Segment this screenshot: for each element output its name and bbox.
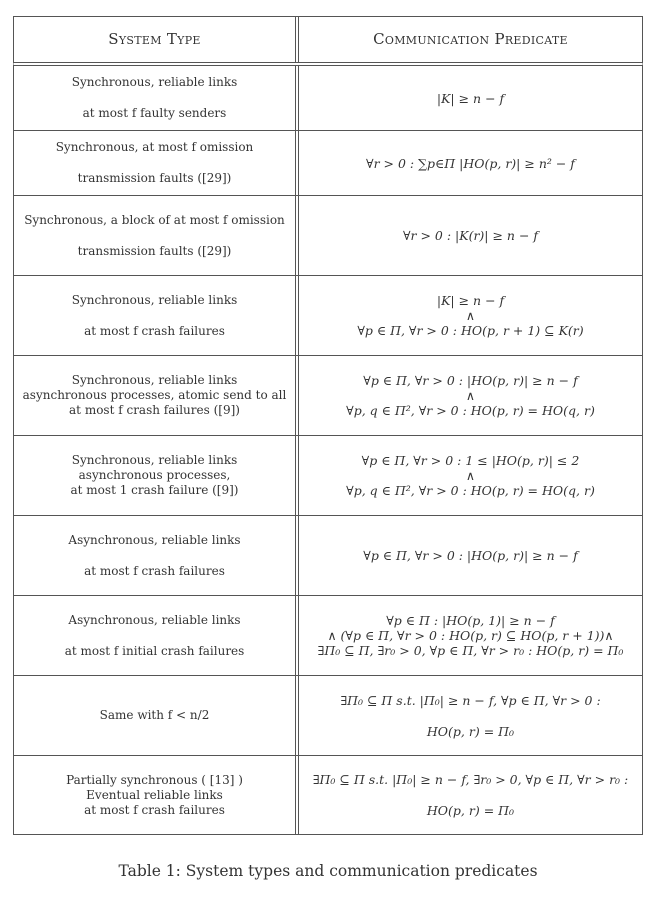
system-line: transmission faults ([29]) (77, 171, 232, 185)
system-type-cell (14, 676, 299, 755)
system-line: at most f faulty senders (82, 106, 227, 120)
predicate-line: ∃Π₀ ⊆ Π s.t. |Π₀| ≥ n − f, ∀p ∈ Π, ∀r > 0 : (340, 692, 601, 708)
header-system-type: System Type (14, 17, 299, 62)
predicate-line: ∧ (465, 388, 476, 403)
system-line: at most f initial crash failures (64, 643, 245, 658)
predicate-line: ∀p, q ∈ Π², ∀r > 0 : HO(p, r) = HO(q, r) (346, 403, 595, 418)
system-line: Same with f < n/2 (99, 708, 210, 722)
predicate-line: ∃Π₀ ⊆ Π, ∃r₀ > 0, ∀p ∈ Π, ∀r > r₀ : HO(p, r) = Π₀ (317, 643, 624, 658)
system-type-cell (14, 756, 299, 834)
predicate-line: ∃Π₀ ⊆ Π s.t. |Π₀| ≥ n − f, ∃r₀ > 0, ∀p ∈ Π, ∀r > r₀ : (312, 772, 629, 787)
predicate-line: |K| ≥ n − f (436, 293, 505, 308)
predicate-cell (299, 676, 642, 755)
system-line: Synchronous, reliable links (71, 453, 238, 467)
table-row (13, 516, 643, 596)
system-line: at most 1 crash failure ([9]) (70, 483, 239, 497)
system-line: Eventual reliable links (86, 787, 223, 802)
predicate-line: ∀p ∈ Π, ∀r > 0 : |HO(p, r)| ≥ n − f (363, 373, 578, 388)
system-line: Asynchronous, reliable links (68, 532, 241, 547)
predicate-cell (299, 276, 642, 355)
predicate-cell (299, 436, 642, 515)
predicate-line: |K| ≥ n − f (436, 90, 505, 106)
table-header-row (13, 17, 643, 66)
table-row (13, 66, 643, 131)
system-type-cell (14, 66, 299, 130)
predicate-line: ∀r > 0 : |K(r)| ≥ n − f (402, 228, 539, 243)
system-line: at most f crash failures (84, 323, 225, 338)
predicate-line: ∀p ∈ Π, ∀r > 0 : HO(p, r + 1) ⊆ K(r) (357, 323, 584, 338)
system-line: Partially synchronous ( [13] ) (66, 772, 243, 787)
table-row (13, 356, 643, 436)
system-line: at most f crash failures (84, 563, 225, 578)
system-line: Synchronous, a block of at most f omission (24, 212, 285, 227)
system-type-cell (14, 276, 299, 355)
system-type-cell (14, 196, 299, 275)
predicate-line: HO(p, r) = Π₀ (426, 723, 515, 739)
predicate-cell (299, 516, 642, 595)
predicate-line: ∀p ∈ Π : |HO(p, 1)| ≥ n − f (386, 613, 555, 628)
system-line: Asynchronous, reliable links (68, 612, 241, 627)
system-line: Synchronous, reliable links (71, 292, 238, 307)
predicate-line: ∀p, q ∈ Π², ∀r > 0 : HO(p, r) = HO(q, r) (346, 483, 595, 498)
table-row (13, 276, 643, 356)
system-line: Synchronous, reliable links (71, 75, 238, 89)
predicate-line: ∀p ∈ Π, ∀r > 0 : |HO(p, r)| ≥ n − f (363, 548, 578, 563)
system-type-cell (14, 436, 299, 515)
predicate-cell (299, 756, 642, 834)
system-type-cell (14, 596, 299, 675)
system-type-cell (14, 356, 299, 435)
predicate-line: ∧ (465, 468, 476, 483)
table-row (13, 756, 643, 834)
system-type-cell (14, 516, 299, 595)
system-line: Synchronous, at most f omission (55, 140, 254, 154)
system-line: Synchronous, reliable links (71, 373, 238, 387)
system-line: at most f crash failures ([9]) (69, 403, 240, 417)
predicate-cell (299, 196, 642, 275)
table-caption: Table 1: System types and communication predicates (118, 862, 538, 880)
predicate-line: HO(p, r) = Π₀ (426, 803, 515, 818)
table-row (13, 196, 643, 276)
document-page (13, 16, 643, 835)
predicate-line: ∀r > 0 : ∑p∈Π |HO(p, r)| ≥ n² − f (366, 155, 575, 171)
table-row (13, 436, 643, 516)
predicate-cell (299, 66, 642, 130)
predicate-cell (299, 596, 642, 675)
predicate-cell (299, 356, 642, 435)
system-line: asynchronous processes, atomic send to all (22, 388, 287, 402)
system-line: transmission faults ([29]) (77, 243, 232, 258)
system-types-table (13, 16, 643, 835)
system-line: asynchronous processes, (78, 468, 231, 482)
system-line: at most f crash failures (84, 802, 225, 817)
predicate-line: ∀p ∈ Π, ∀r > 0 : 1 ≤ |HO(p, r)| ≤ 2 (361, 453, 580, 468)
system-type-cell (14, 131, 299, 195)
table-row (13, 596, 643, 676)
table-row (13, 131, 643, 196)
predicate-line: ∧ (465, 308, 476, 323)
predicate-cell (299, 131, 642, 195)
predicate-line: ∧ (∀p ∈ Π, ∀r > 0 : HO(p, r) ⊆ HO(p, r + 1))∧ (327, 628, 614, 643)
table-row (13, 676, 643, 756)
header-communication-predicate: Communication Predicate (373, 30, 568, 48)
